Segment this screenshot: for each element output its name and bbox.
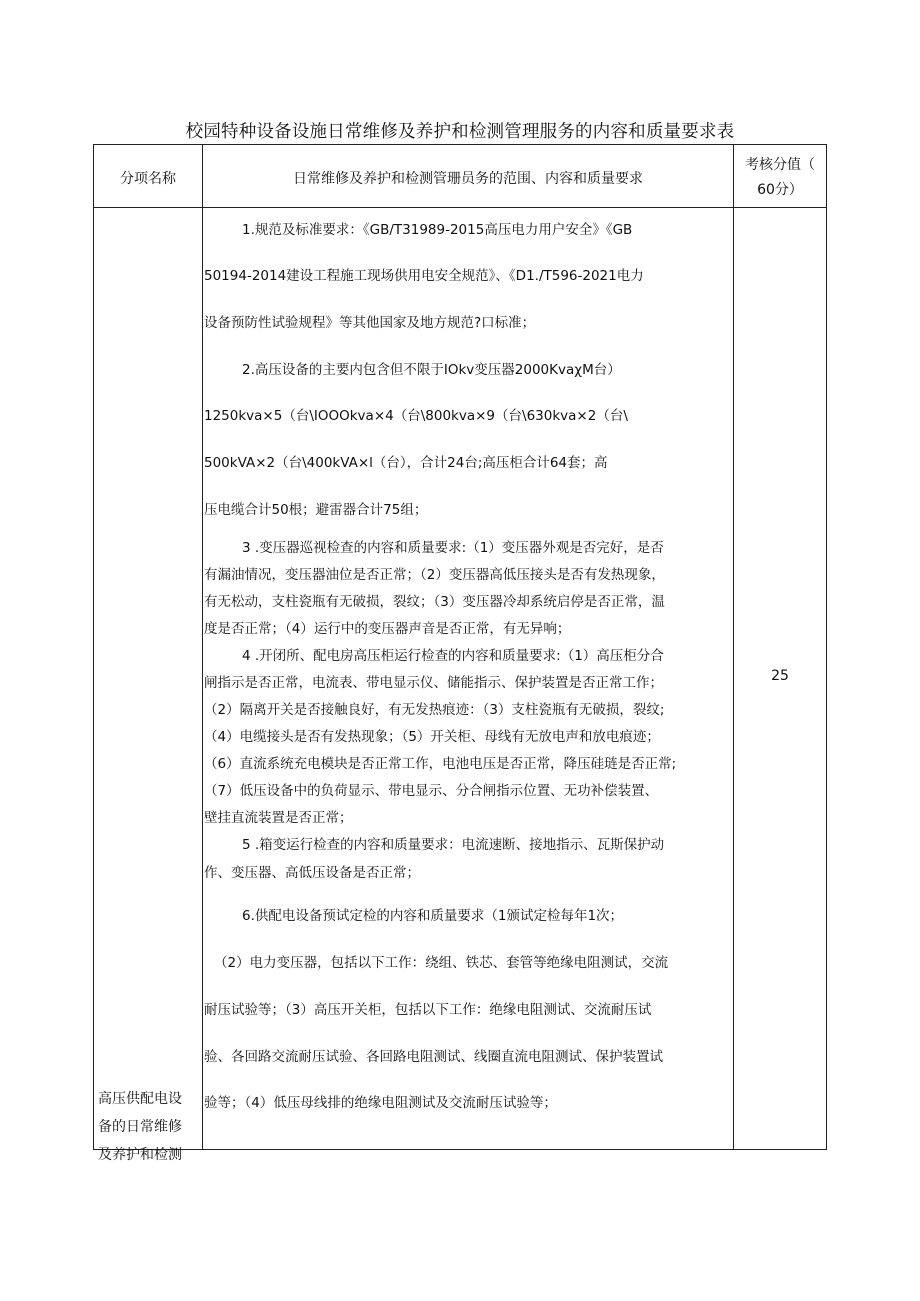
header-divider [94,207,826,208]
requirements-table [93,144,827,1163]
content-line: 压电缆合计50根；避雷器合计75组； [204,502,428,518]
column-divider [202,145,203,1149]
document-title: 校园特种设备设施日常维修及养护和检测管理服务的内容和质量要求表 [185,122,735,142]
content-line: 耐压试验等；（3）高压开关柜，包括以下工作：绝缘电阻测试、交流耐压试 [204,1002,652,1018]
header-content: 日常维修及养护和检测管珊员务的范围、内容和质量要求 [293,171,643,187]
content-line: 有无松动，支柱瓷瓶有无破损，裂纹；（3）变压器冷却系统启停是否正常，温 [204,594,665,610]
column-divider [733,145,734,1149]
content-line: （2）电力变压器，包括以下工作：绕组、铁芯、套管等绝缘电阻测试，交流 [214,955,669,971]
row-score: 25 [771,668,789,684]
content-line: 验、各回路交流耐压试验、各回路电阻测试、线圈直流电阻测试、保护装置试 [204,1049,663,1065]
content-line: 作、变压器、高低压设备是否正常； [204,865,420,881]
content-line: （6）直流系统充电模块是否正常工作，电池电压是否正常，降压硅琏是否正常; [204,756,677,772]
content-line: 1250kva×5（台\IOOOkva×4（台\800kva×9（台\630kva×2（台\ [204,408,628,424]
category-line: 高压供配电设 [98,1091,182,1107]
content-line: （2）隔离开关是否接触良好，有无发热痕迹：（3）支柱瓷瓶有无破损，裂纹; [204,702,665,718]
content-line: 闸指示是否正常，电流表、带电显示仪、储能指示、保护装置是否正常工作； [204,675,663,691]
content-line: 4 .开闭所、配电房高压柜运行检查的内容和质量要求:（1）高压柜分合 [242,648,664,664]
content-line: 度是否正常；（4）运行中的变压器声音是否正常，有无异响； [204,621,571,637]
header-score-line: 考核分值（ [745,157,815,173]
header-score [734,153,826,203]
content-line: 1.规范及标准要求：《GB/T31989-2015高压电力用户安全》《GB [242,222,633,238]
content-line: 2.高压设备的主要内包含但不限于IOkv变压器2000KvaχM台） [242,362,621,378]
row-category [98,1085,202,1169]
content-line: 有漏油情况，变压器油位是否正常；（2）变压器高低压接头是否有发热现象， [204,567,665,583]
content-line: 验等；（4）低压母线排的绝缘电阻测试及交流耐压试验等； [204,1095,557,1111]
content-line: （4）电缆接头是否有发热现象；（5）开关柜、母线有无放电声和放电痕迹； [204,729,660,745]
content-line: （7）低压设备中的负荷显示、带电显示、分合闸指示位置、无功补偿装置、 [204,783,659,799]
content-line: 壁挂直流装置是否正常； [204,810,353,826]
content-line: 500kVA×2（台\400kVA×l（台），合计24台;高压柜合计64套；高 [204,455,608,471]
content-line: 6.供配电设备预试定检的内容和质量要求（1颁试定检每年1次； [242,908,624,924]
content-line: 3 .变压器巡视检查的内容和质量要求:（1）变压器外观是否完好，是否 [242,540,664,556]
content-line: 设备预防性试验规程》等其他国家及地方规范?口标准； [204,315,536,331]
content-line: 5 .箱变运行检查的内容和质量要求：电流速断、接地指示、瓦斯保护动 [242,837,665,853]
category-line: 及养护和检测 [98,1147,182,1163]
header-score-line: 60分） [757,182,803,198]
content-line: 50194-2014建设工程施工现场供用电安全规范》、《D1./T596-2021电力 [204,268,644,284]
category-line: 备的日常维修 [98,1119,182,1135]
header-category: 分项名称 [120,171,176,187]
